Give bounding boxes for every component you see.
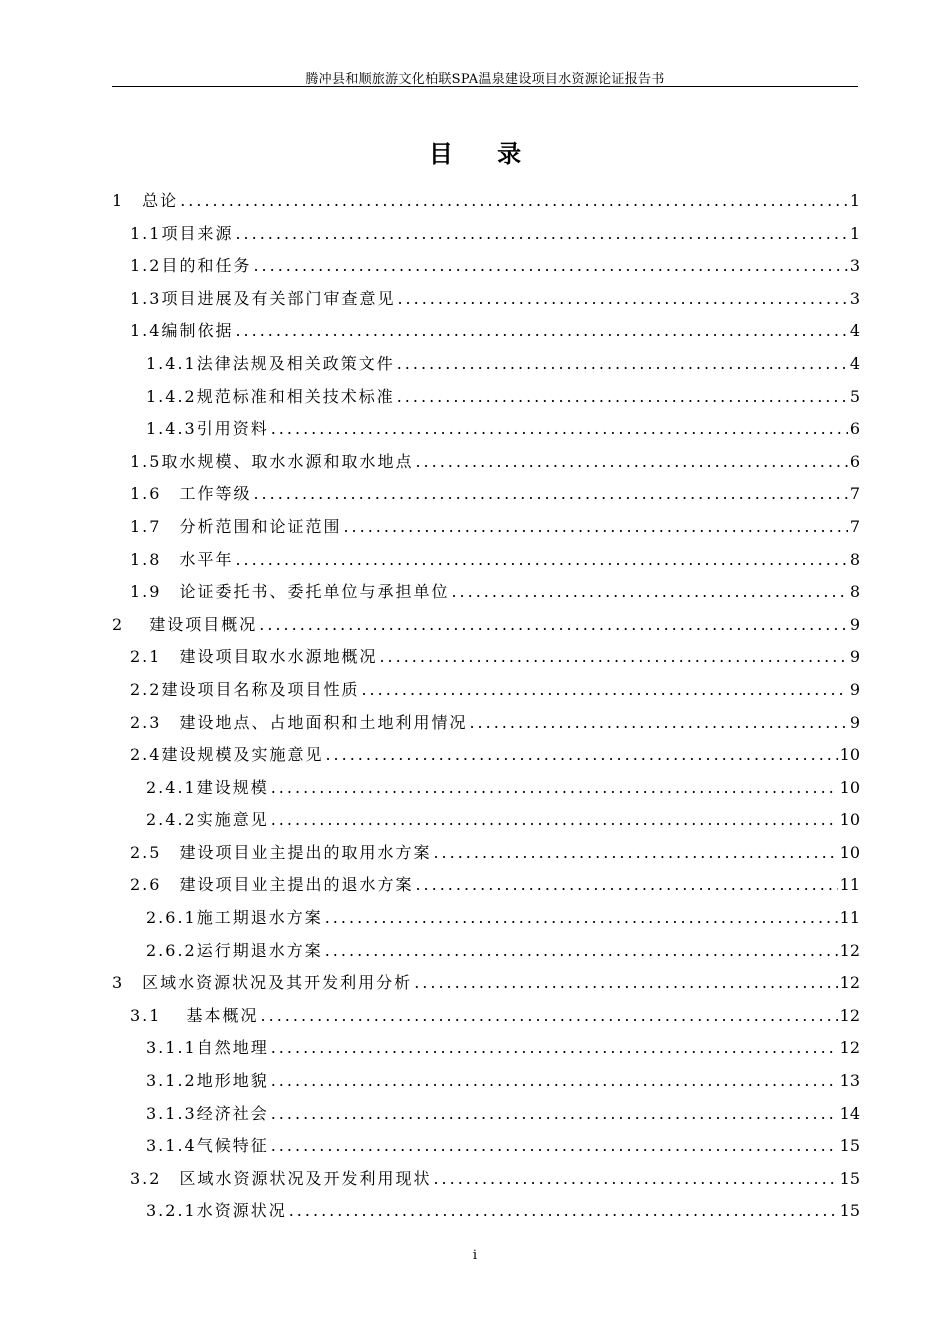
toc-entry-page: 12: [839, 973, 860, 993]
toc-entry-page: 8: [849, 582, 860, 602]
toc-entry-label: 1.4.3引用资料: [146, 419, 269, 439]
toc-entry-page: 8: [849, 549, 860, 569]
toc-entry-page: 9: [849, 647, 860, 667]
toc-entry-page: 12: [839, 1005, 860, 1025]
toc-title: 目 录: [428, 139, 540, 168]
toc-dot-leader: [271, 419, 848, 438]
toc-entry-page: 14: [839, 1103, 860, 1123]
toc-entry[interactable]: [112, 579, 860, 612]
toc-entry-label: 1 总论: [112, 191, 179, 210]
toc-entry-page: 4: [849, 353, 860, 373]
toc-dot-leader: [271, 1136, 838, 1155]
toc-entry[interactable]: [112, 644, 860, 677]
toc-entry-page: 12: [839, 940, 860, 960]
toc-dot-leader: [451, 582, 847, 601]
toc-entry-label: 2.6.1施工期退水方案: [146, 908, 323, 928]
toc-entry[interactable]: [112, 286, 860, 319]
toc-entry[interactable]: [112, 1166, 860, 1199]
toc-dot-leader: [397, 289, 847, 308]
toc-entry-label: 1.2目的和任务: [130, 256, 252, 276]
toc-entry-page: 12: [839, 1038, 860, 1058]
toc-entry[interactable]: [112, 547, 860, 580]
toc-entry-page: 6: [849, 451, 860, 471]
toc-dot-leader: [433, 843, 837, 862]
toc-entry[interactable]: [112, 253, 860, 286]
running-header: 腾冲县和顺旅游文化柏联SPA温泉建设项目水资源论证报告书: [305, 72, 665, 87]
toc-entry-page: 15: [839, 1168, 860, 1188]
toc-entry[interactable]: [112, 872, 860, 905]
toc-entry-label: 1.5取水规模、取水水源和取水地点: [130, 451, 414, 471]
toc-entry-page: 9: [849, 614, 860, 634]
toc-entry-label: 1.7 分析范围和论证范围: [130, 516, 342, 536]
toc-entry-page: 13: [839, 1071, 860, 1091]
toc-entry-label: 1.4编制依据: [130, 321, 234, 341]
toc-entry[interactable]: [112, 1068, 860, 1101]
toc-entry-label: 2.4.1建设规模: [146, 777, 269, 797]
toc-dot-leader: [325, 908, 838, 927]
toc-entry-page: 5: [849, 386, 860, 406]
toc-entry-page: 3: [849, 288, 860, 308]
toc-entry-label: 1.4.1法律法规及相关政策文件: [146, 353, 395, 373]
toc-entry-label: 3.1 基本概况: [130, 1005, 259, 1025]
toc-entry-page: 10: [839, 745, 860, 765]
toc-entry-page: 10: [839, 810, 860, 830]
toc-entry[interactable]: [112, 775, 860, 808]
toc-entry[interactable]: [112, 1003, 860, 1036]
toc-dot-leader: [469, 713, 847, 732]
toc-entry-label: 3.1.3经济社会: [146, 1103, 269, 1123]
toc-entry[interactable]: [112, 1133, 860, 1166]
toc-entry-page: 10: [839, 842, 860, 862]
toc-dot-leader: [259, 615, 848, 634]
toc-entry[interactable]: [112, 416, 860, 449]
toc-entry-label: 2 建设项目概况: [112, 614, 258, 634]
toc-entry-label: 2.4.2实施意见: [146, 810, 269, 830]
toc-dot-leader: [414, 973, 837, 992]
toc-entry-page: 11: [839, 875, 860, 895]
toc-entry[interactable]: [112, 351, 860, 384]
toc-entry-label: 3.1.4气候特征: [146, 1136, 269, 1156]
toc-entry[interactable]: [112, 1101, 860, 1134]
toc-entry-label: 2.6 建设项目业主提出的退水方案: [130, 875, 414, 895]
toc-entry-label: 2.4建设规模及实施意见: [130, 745, 324, 765]
toc-dot-leader: [180, 191, 848, 210]
toc-dot-leader: [379, 647, 847, 666]
toc-dot-leader: [271, 1104, 838, 1123]
toc-dot-leader: [433, 1169, 837, 1188]
toc-entry-label: 2.2建设项目名称及项目性质: [130, 679, 360, 699]
table-of-contents: [112, 188, 860, 1231]
toc-dot-leader: [343, 517, 847, 536]
page-number: i: [472, 1248, 478, 1263]
toc-entry[interactable]: [112, 710, 860, 743]
header-divider: [112, 86, 858, 87]
toc-entry[interactable]: [112, 449, 860, 482]
toc-entry-page: 7: [849, 484, 860, 504]
toc-entry-page: 1: [849, 191, 860, 210]
toc-entry[interactable]: [112, 807, 860, 840]
toc-entry-label: 3.2 区域水资源状况及开发利用现状: [130, 1168, 432, 1188]
toc-entry-label: 1.8 水平年: [130, 549, 234, 569]
toc-entry-label: 3 区域水资源状况及其开发利用分析: [112, 973, 413, 993]
toc-entry[interactable]: [112, 514, 860, 547]
toc-entry-label: 2.6.2运行期退水方案: [146, 940, 323, 960]
toc-entry-label: 2.5 建设项目业主提出的取用水方案: [130, 842, 432, 862]
toc-entry-label: 1.9 论证委托书、委托单位与承担单位: [130, 582, 450, 602]
toc-entry[interactable]: [112, 221, 860, 254]
toc-entry-page: 7: [849, 516, 860, 536]
toc-entry-label: 3.1.2地形地貌: [146, 1071, 269, 1091]
toc-entry-label: 1.3项目进展及有关部门审查意见: [130, 288, 396, 308]
toc-dot-leader: [261, 1006, 838, 1025]
toc-entry-label: 1.4.2规范标准和相关技术标准: [146, 386, 395, 406]
toc-entry-page: 1: [849, 223, 860, 243]
toc-entry[interactable]: [112, 1035, 860, 1068]
toc-entry[interactable]: [112, 938, 860, 971]
toc-dot-leader: [271, 810, 838, 829]
toc-entry-page: 15: [839, 1201, 860, 1221]
toc-entry-page: 11: [839, 908, 860, 928]
toc-entry-label: 2.3 建设地点、占地面积和土地利用情况: [130, 712, 468, 732]
toc-entry[interactable]: [112, 905, 860, 938]
toc-entry[interactable]: [112, 612, 860, 645]
toc-entry-label: 3.1.1自然地理: [146, 1038, 269, 1058]
toc-entry[interactable]: [112, 318, 860, 351]
toc-entry[interactable]: [112, 384, 860, 417]
toc-dot-leader: [361, 680, 847, 699]
toc-entry-label: 3.2.1水资源状况: [146, 1201, 287, 1221]
toc-entry[interactable]: [112, 970, 860, 1003]
toc-dot-leader: [253, 484, 847, 503]
toc-entry-page: 9: [849, 712, 860, 732]
toc-dot-leader: [235, 550, 847, 569]
toc-entry-label: 1.1项目来源: [130, 223, 234, 243]
toc-entry-label: 2.1 建设项目取水水源地概况: [130, 647, 378, 667]
toc-entry-page: 10: [839, 777, 860, 797]
toc-dot-leader: [397, 354, 848, 373]
toc-entry[interactable]: [112, 742, 860, 775]
toc-dot-leader: [397, 387, 848, 406]
toc-entry[interactable]: [112, 677, 860, 710]
toc-dot-leader: [253, 256, 847, 275]
toc-entry-page: 15: [839, 1136, 860, 1156]
toc-dot-leader: [271, 1071, 838, 1090]
toc-dot-leader: [271, 778, 838, 797]
toc-dot-leader: [325, 745, 837, 764]
toc-entry-page: 3: [849, 256, 860, 276]
toc-entry[interactable]: [112, 481, 860, 514]
toc-entry-page: 4: [849, 321, 860, 341]
toc-dot-leader: [235, 224, 847, 243]
toc-entry-page: 9: [849, 679, 860, 699]
toc-dot-leader: [415, 875, 837, 894]
toc-dot-leader: [271, 1038, 838, 1057]
toc-entry[interactable]: [112, 188, 860, 221]
toc-entry-label: 1.6 工作等级: [130, 484, 252, 504]
toc-dot-leader: [325, 941, 838, 960]
toc-dot-leader: [235, 321, 847, 340]
toc-entry-page: 6: [849, 419, 860, 439]
toc-dot-leader: [289, 1201, 838, 1220]
toc-dot-leader: [415, 452, 847, 471]
toc-entry[interactable]: [112, 840, 860, 873]
toc-entry[interactable]: [112, 1198, 860, 1231]
